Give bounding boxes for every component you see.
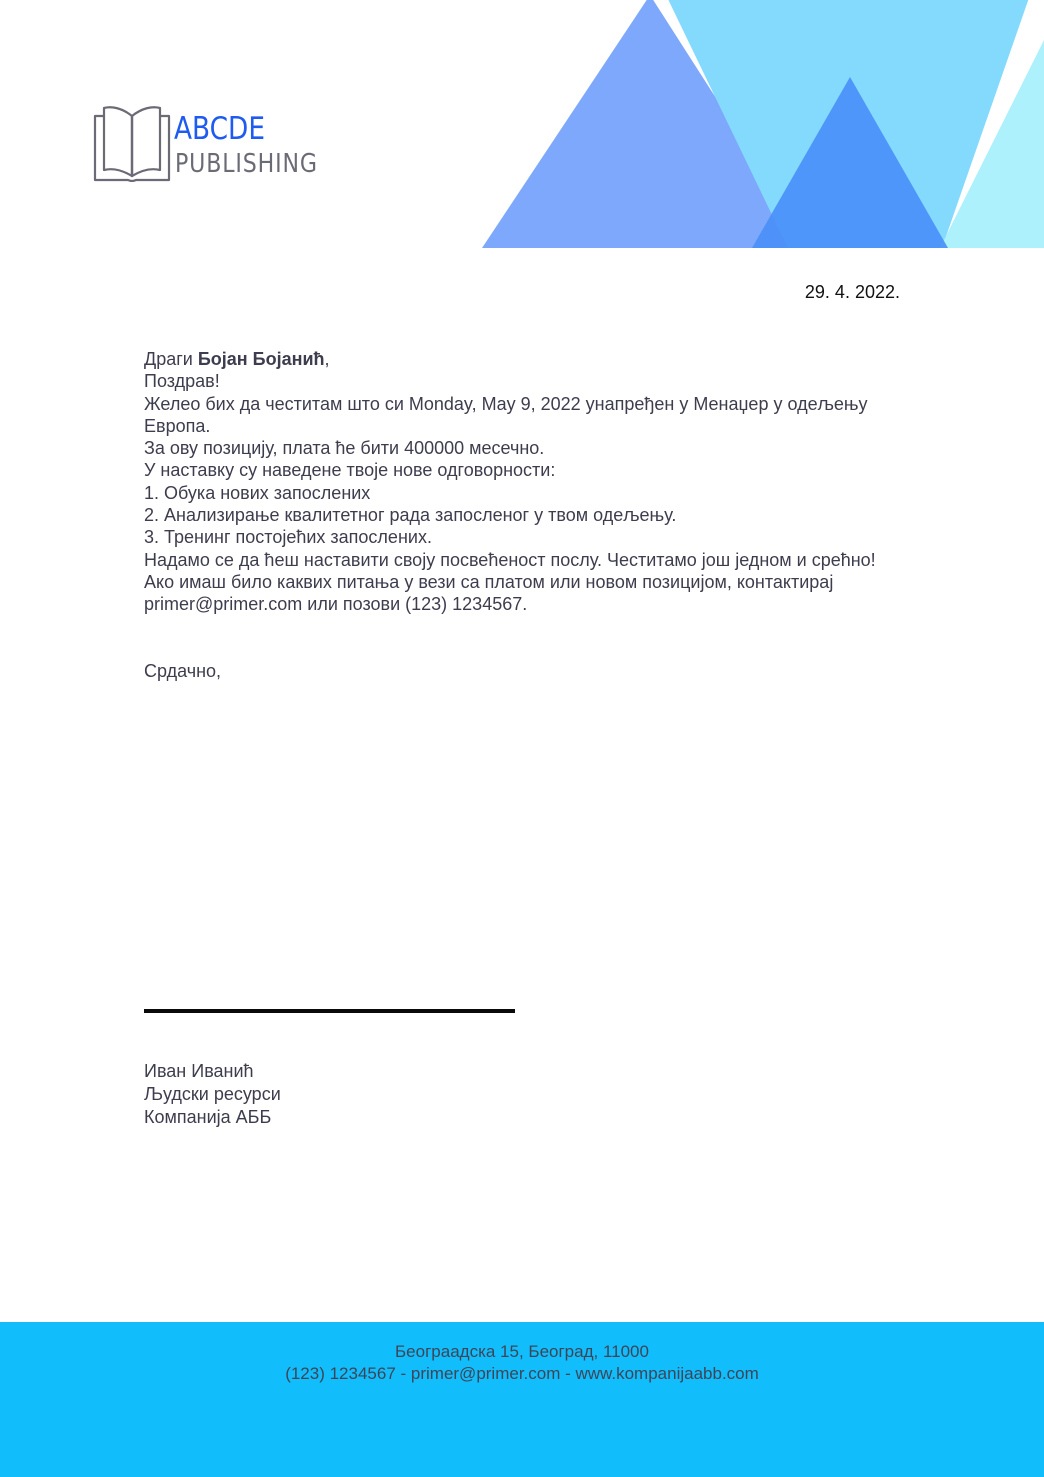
paragraph-responsibilities-intro: У наставку су наведене твоје нове одговорности: — [144, 460, 556, 481]
greeting-prefix: Драги — [144, 349, 198, 369]
signer-department: Људски ресурси — [144, 1084, 281, 1104]
footer-text — [0, 1341, 1044, 1385]
greeting-line — [144, 348, 884, 370]
logo-text-line1: ABCDE — [174, 111, 265, 147]
responsibility-item: 1. Обука нових запослених — [144, 482, 371, 503]
footer-address: Београадска 15, Београд, 11000 — [395, 1342, 649, 1361]
paragraph-promotion: Желео бих да честитам што си Monday, May 9, 2022 унапређен у Менаџер у одељењу Европа. — [144, 393, 868, 436]
hello-line: Поздрав! — [144, 371, 220, 392]
signer-block — [144, 1060, 281, 1129]
recipient-name: Бојан Бојанић — [197, 349, 325, 369]
paragraph-wishes: Надамо се да ћеш наставити своју посвећеност послу. Честитамо још једном и срећно! — [144, 549, 876, 570]
responsibility-item: 3. Тренинг постојећих запослених. — [144, 527, 432, 548]
paragraph-salary: За ову позицију, плата ће бити 400000 месечно. — [144, 438, 545, 459]
letter-date: 29. 4. 2022. — [804, 282, 900, 302]
footer-contact: (123) 1234567 - primer@primer.com - www.kompanijaabb.com — [285, 1364, 759, 1383]
greeting-suffix: , — [324, 349, 330, 369]
open-book-icon — [92, 104, 172, 182]
paragraph-contact: Ако имаш било каквих питања у вези са платом или новом позицијом, контактирај primer@primer.com или позови (123) 1234567. — [144, 571, 834, 615]
company-logo — [92, 104, 352, 184]
letter-body — [144, 348, 884, 616]
signature-line — [144, 1009, 515, 1013]
closing-line: Срдачно, — [144, 661, 222, 681]
footer-band — [0, 1322, 1044, 1477]
signer-company: Компанија АББ — [144, 1107, 272, 1127]
logo-text-line2: PUBLISHING — [175, 149, 318, 179]
responsibility-item: 2. Анализирање квалитетног рада запосленог у твом одељењу. — [144, 505, 677, 526]
signer-name: Иван Иванић — [144, 1061, 254, 1081]
